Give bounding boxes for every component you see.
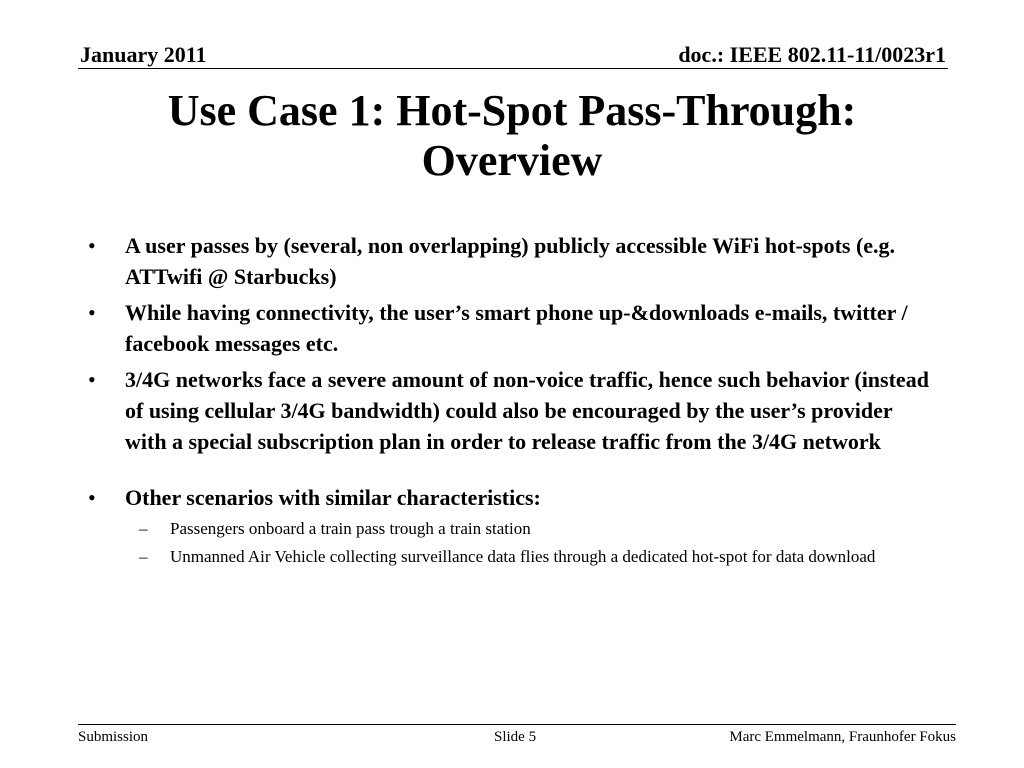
header-date: January 2011: [80, 42, 207, 67]
bullet-text: While having connectivity, the user’s smart phone up-&downloads e-mails, twitter / facebook messages etc.: [125, 300, 908, 356]
bullet-icon: •: [88, 300, 96, 325]
sub-bullet-list: [125, 517, 938, 569]
slide-number: Slide 5: [494, 729, 537, 745]
sub-bullet-item: [125, 517, 938, 541]
dash-icon: –: [139, 519, 148, 538]
bullet-icon: •: [88, 233, 96, 258]
footer-author: Marc Emmelmann, Fraunhofer Fokus: [729, 729, 956, 745]
dash-icon: –: [139, 547, 148, 566]
bullet-icon: •: [88, 367, 96, 392]
bullet-item: [88, 297, 938, 359]
footer-submission: Submission: [78, 729, 149, 745]
bullet-text: A user passes by (several, non overlapping) publicly accessible WiFi hot-spots (e.g. ATTwifi @ Starbucks): [125, 233, 896, 289]
slide-title-line-1: Use Case 1: Hot-Spot Pass-Through:: [167, 86, 857, 135]
slide-title-line-2: Overview: [421, 136, 603, 185]
bullet-text: Other scenarios with similar characteristics:: [125, 485, 541, 510]
sub-bullet-item: [125, 545, 938, 569]
header-divider: [78, 68, 948, 69]
header-doc-id: doc.: IEEE 802.11-11/0023r1: [678, 42, 946, 67]
sub-bullet-text: Unmanned Air Vehicle collecting surveillance data flies through a dedicated hot-spot for data download: [170, 547, 876, 566]
bullet-item: [88, 364, 938, 457]
footer-divider: [78, 724, 956, 725]
bullet-text: 3/4G networks face a severe amount of non-voice traffic, hence such behavior (instead of using cellular 3/4G bandwidth) could also be encouraged by the user’s provider with a special subscription plan in order to release traffic from the 3/4G network: [125, 367, 929, 454]
bullet-item: [88, 230, 938, 292]
bullet-list: [88, 230, 938, 574]
bullet-item: [88, 482, 938, 569]
sub-bullet-text: Passengers onboard a train pass trough a train station: [170, 519, 531, 538]
bullet-icon: •: [88, 485, 96, 510]
slide-title: [100, 86, 924, 186]
